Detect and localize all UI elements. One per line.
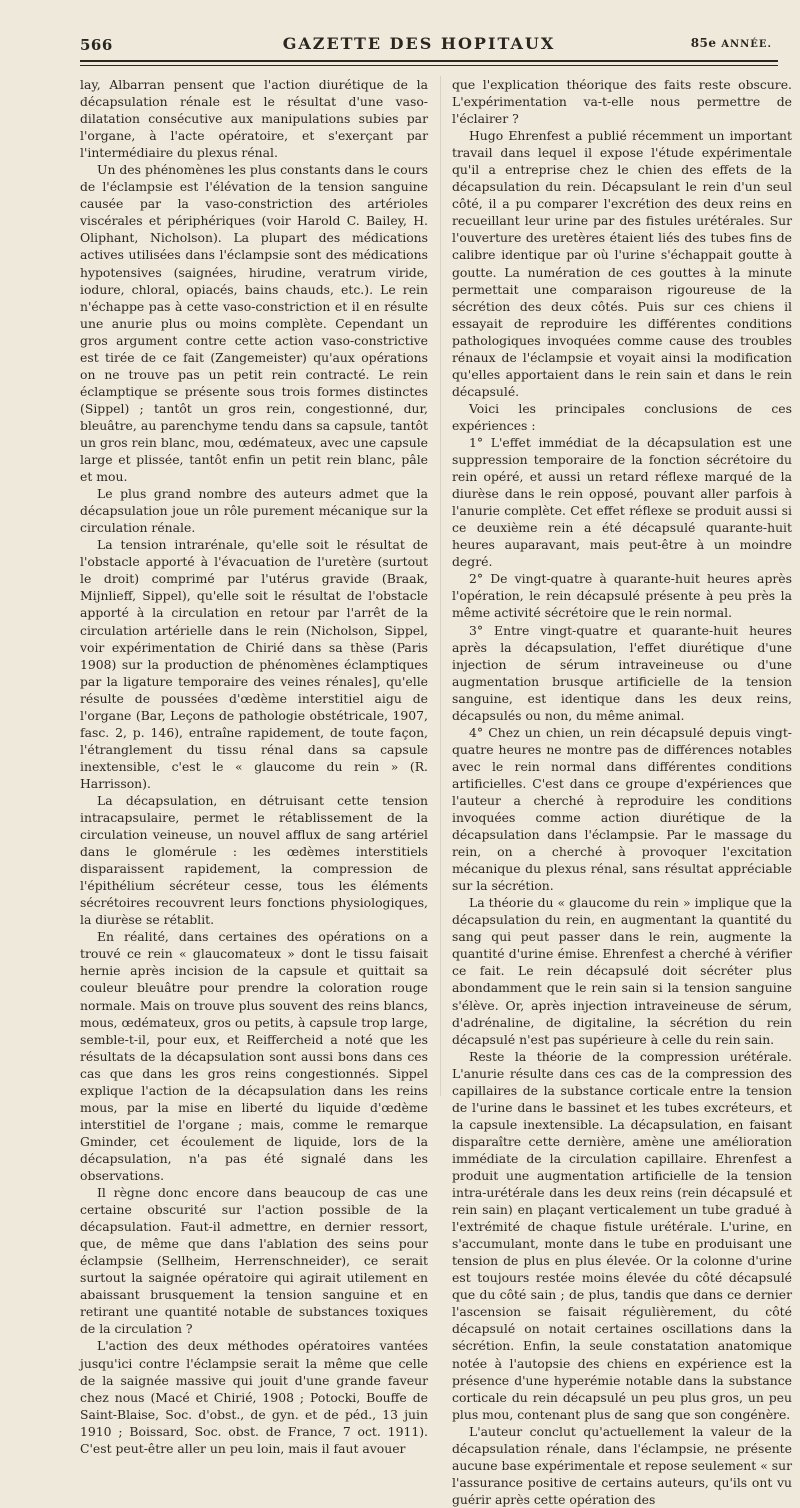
year-label: [691, 36, 772, 50]
paragraph: La théorie du « glaucome du rein » implique que la décapsulation du rein, en augmentant la quantité du sang qui peut passer dans le rein, augmente la quantité d'urine émise. Ehrenfest a cherché à vérifier ce fait. Le rein décapsulé doit sécréter plus abondamment que le rein sain si la tension sanguine s'élève. Or, après injection intraveineuse de sérum, d'adrénaline, de digitaline, la sécrétion du rein décapsulé n'est pas supérieure à celle du rein sain.: [452, 895, 792, 1047]
paragraph: La décapsulation, en détruisant cette tension intracapsulaire, permet le rétablissement de la circulation veineuse, un nouvel afflux de sang artériel dans le glomérule : les œdèmes interstitiels disparaissent rapidement, la compression de l'épithélium sécréteur cesse, tous les éléments sécrétoires recouvrent leurs fonctions physiologiques, la diurèse se rétablit.: [80, 792, 428, 928]
paragraph: 3° Entre vingt-quatre et quarante-huit heures après la décapsulation, l'effet diurétique d'une injection de sérum intraveineuse ou d'une augmentation brusque artificielle de la tension sanguine, est identique dans les deux reins, décapsulés ou non, du même animal.: [452, 622, 792, 723]
journal-title: GAZETTE DES HOPITAUX: [282, 34, 556, 53]
page-number: 566: [80, 36, 113, 54]
paragraph: Il règne donc encore dans beaucoup de cas une certaine obscurité sur l'action possible de la décapsulation. Faut-il admettre, en dernier ressort, que, de même que dans l'ablation des seins pour éclampsie (Sellheim, Herrenschneider), ce serait surtout la saignée opératoire qui agirait utilement en abaissant brusquement la tension sanguine et en retirant une quantité notable de substances toxiques de la circulation ?: [80, 1185, 428, 1337]
column-divider: [440, 76, 441, 1096]
paragraph: En réalité, dans certaines des opérations on a trouvé ce rein « glaucomateux » dont le tissu faisait hernie après incision de la capsule et quittait sa couleur bleuâtre pour prendre la coloration rouge normale. Mais on trouve plus souvent des reins blancs, mous, œdémateux, gros ou petits, à capsule trop large, semble-t-il, pour eux, et Reiffercheid a noté que les résultats de la décapsulation sont aussi bons dans ces cas que dans les gros reins congestionnés. Sippel explique l'action de la décapsulation dans les reins mous, par la mise en liberté du liquide d'œdème interstitiel de l'organe ; mais, comme le remarque Gminder, cet écoulement de liquide, lors de la décapsulation, n'a pas été signalé dans les observations.: [80, 929, 428, 1183]
paragraph: L'action des deux méthodes opératoires vantées jusqu'ici contre l'éclampsie serait la même que celle de la saignée massive qui jouit d'une grande faveur chez nous (Macé et Chirié, 1908 ; Potocki, Bouffe de Saint-Blaise, Soc. d'obst., de gyn. et de péd., 13 juin 1910 ; Boissard, Soc. obst. de France, 7 oct. 1911). C'est peut-être aller un peu loin, mais il faut avouer: [80, 1338, 428, 1456]
paragraph: L'auteur conclut qu'actuellement la valeur de la décapsulation rénale, dans l'éclampsie, ne présente aucune base expérimentale et repose seulement « sur l'assurance positive de certains auteurs, qu'ils ont vu guérir après cette opération des: [452, 1423, 792, 1507]
header-rule: [80, 60, 778, 62]
header-rule-thin: [80, 65, 778, 66]
paragraph: Le plus grand nombre des auteurs admet que la décapsulation joue un rôle purement mécanique sur la circulation rénale.: [80, 486, 428, 536]
year-number: 85e: [690, 36, 717, 50]
page-header: [60, 28, 778, 54]
paragraph: La tension intrarénale, qu'elle soit le résultat de l'obstacle apporté à l'évacuation de l'uretère (surtout le droit) comprimé par l'utérus gravide (Braak, Mijnlieff, Sippel), qu'elle soit le résultat de l'obstacle apporté à la circulation en retour par l'arrêt de la circulation artérielle dans le rein (Nicholson, Sippel, voir expérimentation de Chirié dans sa thèse (Paris 1908) sur la production de phénomènes éclamptiques par la ligature temporaire des veines rénales], qu'elle résulte de poussées d'œdème interstitiel aigu de l'organe (Bar, Leçons de pathologie obstétricale, 1907, fasc. 2, p. 146), entraîne rapidement, de toute façon, l'étranglement du tissu rénal dans sa capsule inextensible, c'est le « glaucome du rein » (R. Harrisson).: [80, 537, 428, 791]
right-column: [452, 76, 792, 1508]
paragraph: Un des phénomènes les plus constants dans le cours de l'éclampsie est l'élévation de la tension sanguine causée par la vaso-constriction des artérioles viscérales et périphériques (voir Harold C. Bailey, H. Oliphant, Nicholson). La plupart des médications actives utilisées dans l'éclampsie sont des médications hypotensives (saignées, hirudine, veratrum viride, iodure, chloral, opiacés, bains chauds, etc.). Le rein n'échappe pas à cette vaso-constriction et il en résulte une anurie plus ou moins complète. Cependant un gros argument contre cette action vaso-constrictive est tirée de ce fait (Zangemeister) qu'aux opérations on ne trouve pas un petit rein contracté. Le rein éclamptique se présente sous trois formes distinctes (Sippel) ; tantôt un gros rein, congestionné, dur, bleuâtre, au parenchyme tendu dans sa capsule, tantôt un gros rein blanc, mou, œdémateux, avec une capsule large et plissée, tantôt enfin un petit rein blanc, pâle et mou.: [80, 162, 428, 485]
paragraph: Hugo Ehrenfest a publié récemment un important travail dans lequel il expose l'étude expérimentale qu'il a entreprise chez le chien des effets de la décapsulation du rein. Décapsulant le rein d'un seul côté, il a pu comparer l'excrétion des deux reins en recueillant leur urine par des fistules urétérales. Sur l'ouverture des uretères étaient liés des tubes fins de calibre identique par où l'urine s'échappait goutte à goutte. La numération de ces gouttes à la minute permettait une comparaison rigoureuse de la sécrétion des deux côtés. Puis sur ces chiens il essayait de reproduire les différentes conditions pathologiques invoquées comme cause des troubles rénaux de l'éclampsie et voyait ainsi la modification qu'elles apportaient dans le rein sain et dans le rein décapsulé.: [452, 128, 792, 399]
paragraph: Reste la théorie de la compression urétérale. L'anurie résulte dans ces cas de la compression des capillaires de la substance corticale entre la tension de l'urine dans le bassinet et les tubes excréteurs, et la capsule inextensible. La décapsulation, en faisant disparaître cette dernière, amène une amélioration immédiate de la circulation capillaire. Ehrenfest a produit une augmentation artificielle de la tension intra-urétérale dans les deux reins (rein décapsulé et rein sain) en plaçant verticalement un tube gradué à l'extrémité de chaque fistule urétérale. L'urine, en s'accumulant, monte dans le tube en produisant une tension de plus en plus élevée. Or la colonne d'urine est toujours restée moins élevée du côté décapsulé que du côté sain ; de plus, tandis que dans ce dernier l'ascension se faisait régulièrement, du côté décapsulé on notait certaines oscillations dans la sécrétion. Enfin, la seule constatation anatomique notée à l'autopsie des chiens en expérience est la présence d'une hyperémie notable dans la substance corticale du rein décapsulé un peu plus gros, un peu plus mou, contenant plus de sang que son congénère.: [452, 1048, 792, 1422]
paragraph: 4° Chez un chien, un rein décapsulé depuis vingt-quatre heures ne montre pas de différences notables avec le rein normal dans différentes conditions artificielles. C'est dans ce groupe d'expériences que l'auteur a cherché à reproduire les conditions invoquées comme action diurétique de la décapsulation dans l'éclampsie. Par le massage du rein, on a cherché à provoquer l'excitation mécanique du plexus rénal, sans résultat appréciable sur la sécrétion.: [452, 724, 792, 894]
paragraph: Voici les principales conclusions de ces expériences :: [452, 400, 792, 433]
paragraph: 1° L'effet immédiat de la décapsulation est une suppression temporaire de la fonction sécrétoire du rein opéré, et aussi un retard réflexe marqué de la diurèse dans le rein opposé, pouvant aller parfois à l'anurie complète. Cet effet réflexe se produit aussi si ce deuxième rein a été décapsulé quarante-huit heures auparavant, mais peut-être à un moindre degré.: [452, 434, 792, 570]
paragraph: que l'explication théorique des faits reste obscure. L'expérimentation va-t-elle nous permettre de l'éclairer ?: [452, 77, 792, 127]
year-word: ANNÉE.: [721, 39, 772, 50]
paragraph: 2° De vingt-quatre à quarante-huit heures après l'opération, le rein décapsulé présente à peu près la même activité sécrétoire que le rein normal.: [452, 571, 792, 621]
paragraph: lay, Albarran pensent que l'action diurétique de la décapsulation rénale est le résultat d'une vaso-dilatation consécutive aux manipulations subies par l'organe, à l'acte opératoire, et s'exerçant par l'intermédiaire du plexus rénal.: [80, 77, 428, 161]
left-column: [80, 76, 428, 1457]
